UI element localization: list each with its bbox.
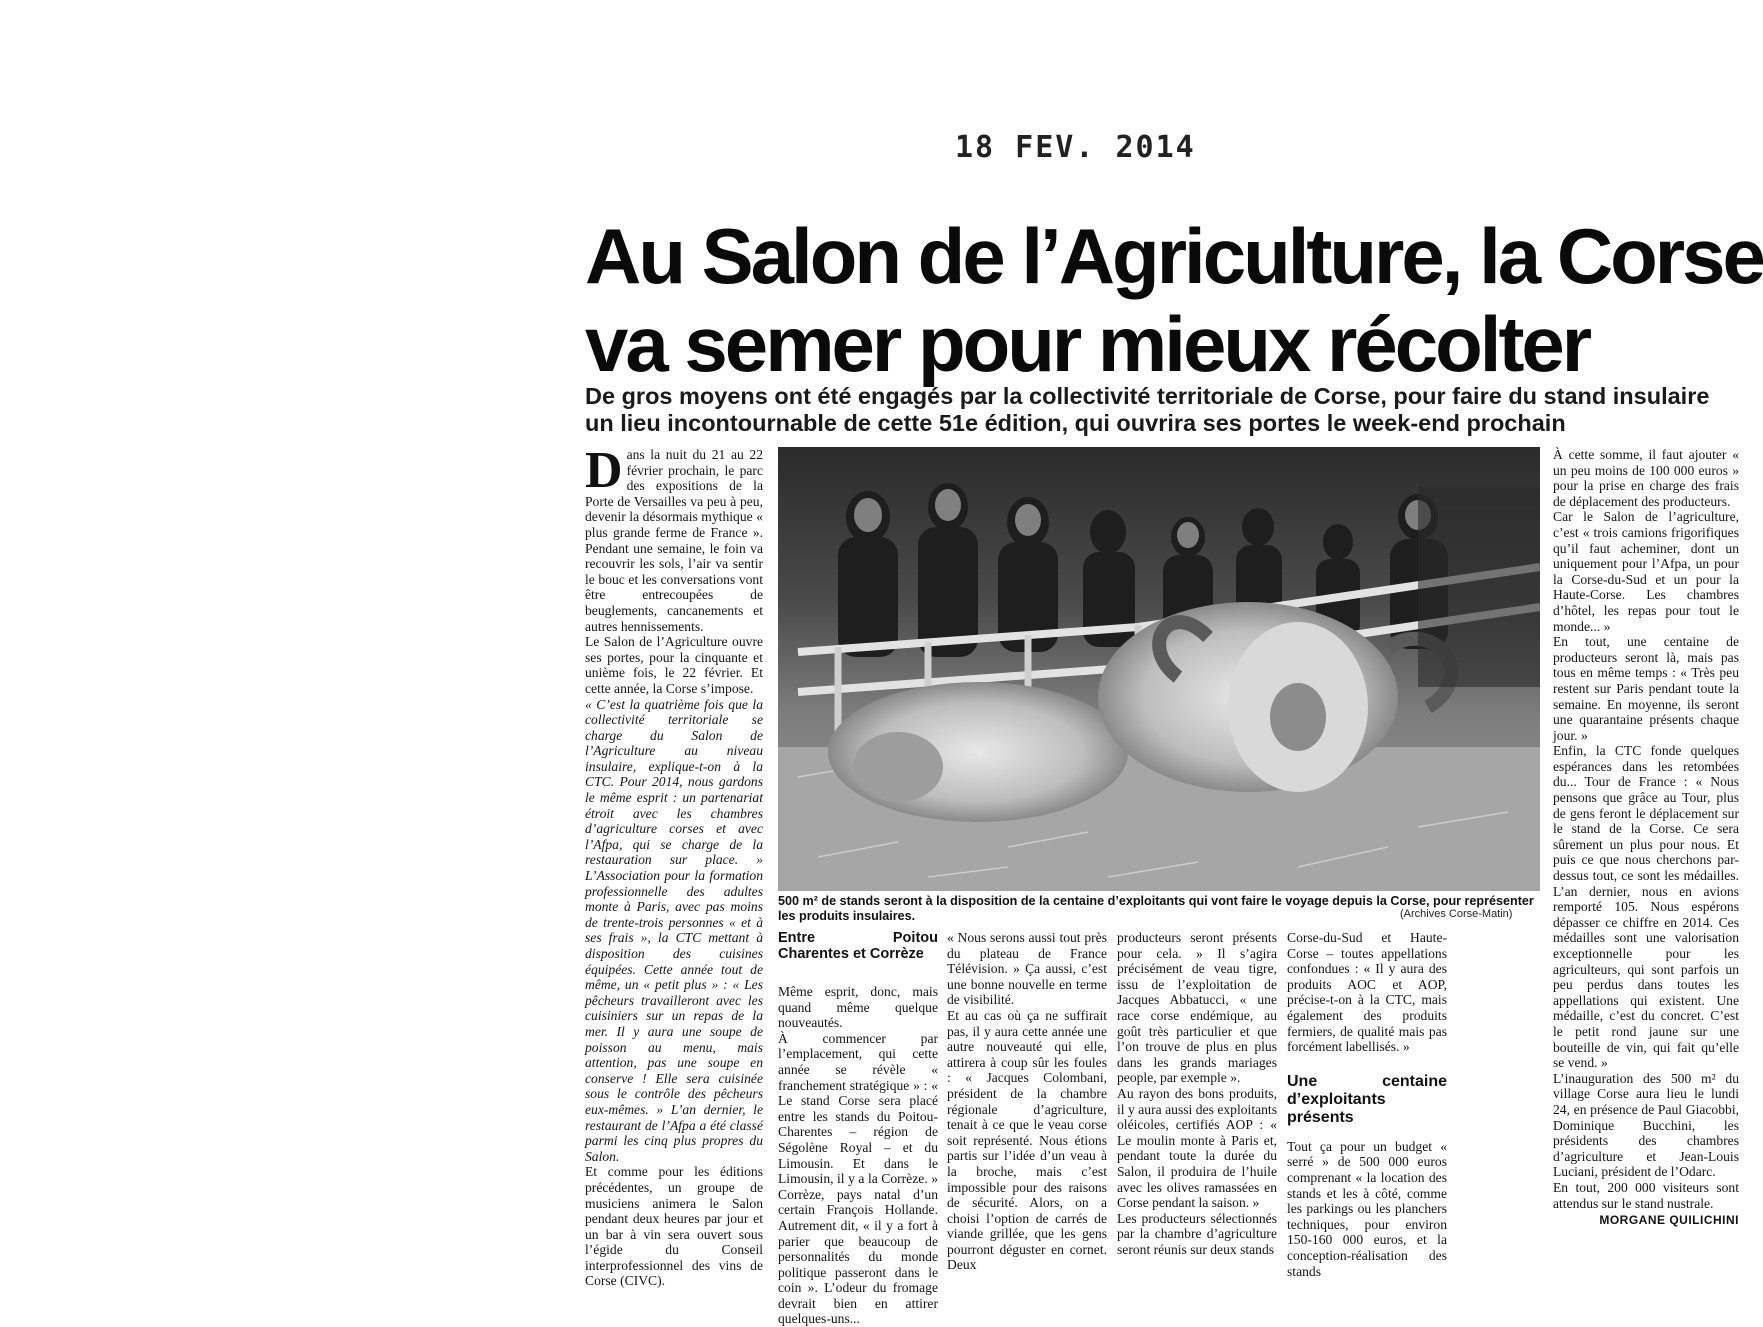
paragraph: Et au cas où ça ne suffirait pas, il y aura cette année une autre nouveauté qui elle, attirera à coup sûr les foules : « Jacques Colombani, président de la chambre régionale d’agriculture, tenait à ce que le veau corse soit représenté. Nous étions partis sur l’idée d’un veau à la broche, mais c’est impossible pour des raisons de sécurité. Alors, on a choisi l’option de carrés de viande grillée, que les gens pourront déguster en cornet. Deux [947,1007,1107,1273]
paragraph: Les producteurs sélectionnés par la chambre d’agriculture seront réunis sur deux stands [1117,1210,1277,1257]
standfirst-line-2: un lieu incontournable de cette 51e édition, qui ouvrira ses portes le week-end prochain [585,410,1566,436]
paragraph: Corse-du-Sud et Haute-Corse – toutes appellations confondues : « Il y aura des produits AOC et AOP, précise-t-on à la CTC, mais également des produits fermiers, de qualité mais pas forcément labellisés. » [1287,930,1447,1055]
paragraph: En tout, une centaine de producteurs seront là, mais pas tous en même temps : « Très peu restent sur Paris pendant toute la semaine. En moyenne, ils seront une quarantaine présents chaque jour. » [1553,634,1739,743]
article-column-1 [585,442,763,1289]
article-column-2 [778,930,938,1327]
headline-line-1: Au Salon de l’Agriculture, la Corse [585,212,1763,300]
subhead: Une centaine d’exploitants présents [1287,1072,1447,1126]
headline [585,212,1763,388]
paragraph: À cette somme, il faut ajouter « un peu moins de 100 000 euros » pour la prise en charge des frais de déplacement des producteurs. [1553,447,1739,509]
paragraph: « C’est la quatrième fois que la collectivité territoriale se charge du Salon de l’Agriculture au niveau insulaire, explique-t-on à la CTC. Pour 2014, nous gardons le même esprit : un partenariat étroit avec les chambres d’agriculture corses et avec l’Afpa, qui se charge de la restauration sur place. » L’Association pour la formation professionnelle des adultes monte à Paris, avec pas moins de trente-trois personnes « et à ses frais », la CTC mettant à disposition des cuisines équipées. Cette année tout de même, un « petit plus » : « Les pêcheurs travailleront avec les cuisiniers sur un repas de la mer. Il y aura une soupe de poisson au menu, mais attention, pas une soupe en conserve ! Elle sera cuisinée sous le contrôle des pêcheurs eux-mêmes. » L’an dernier, le restaurant de l’Afpa a été classé parmi les cinq plus propres du Salon. [585,696,763,1164]
paragraph: Au rayon des bons produits, il y aura aussi des exploitants oléicoles, certifiés AOP : « Le moulin monte à Paris et, pendant toute la durée du Salon, il produira de l’huile avec les olives ramassées en Corse pendant la saison. » [1117,1085,1277,1211]
paragraph: Et comme pour les éditions précédentes, un groupe de musiciens animera le Salon pendant deux heures par jour et un bar à vin sera ouvert sous l’égide du Conseil interprofessionnel des vins de Corse (CIVC). [585,1164,763,1289]
sheep-at-fair-photo [778,447,1540,891]
drop-cap: D [585,442,623,499]
paragraph: producteurs seront présents pour cela. » Il s’agira précisément de veau tigre, issu de l’exploitation de Jacques Abbatucci, « une race corse endémique, au goût très particulier et que l’on trouve de plus en plus dans les grands mariages people, par exemple ». [1117,930,1277,1086]
paragraph: ans la nuit du 21 au 22 février prochain, le parc des expositions de la Porte de Versailles va peu à peu, devenir la désormais mythique « plus grande ferme de France ». Pendant une semaine, le foin va recouvrir les sols, l’air va sentir le bouc et les conversations vont être entrecoupées de beuglements, cancanements et autres hennissements. [585,447,763,634]
paragraph: À commencer par l’emplacement, qui cette année se révèle « franchement stratégique » : « Le stand Corse sera placé entre les stands du Poitou-Charentes – région de Ségolène Royal – et du Limousin. Et dans le Limousin, il y a la Corrèze. » Corrèze, pays natal d’un certain François Hollande. Autrement dit, « il y a fort à parier que beaucoup de personnalités du monde politique passeront dans le coin ». L’odeur du fromage devrait bien en attirer quelques-uns... [778,1030,938,1327]
paragraph: En tout, 200 000 visiteurs sont attendus sur le stand nustrale. [1553,1179,1739,1211]
article-column-6 [1553,447,1739,1247]
standfirst-line-1: De gros moyens ont été engagés par la collectivité territoriale de Corse, pour faire du stand insulaire [585,383,1710,409]
paragraph: Même esprit, donc, mais quand même quelque nouveautés. [778,984,938,1031]
subhead: Entre Poitou Charentes et Corrèze [778,930,938,962]
paragraph: L’inauguration des 500 m² du village Corse aura lieu le lundi 24, en présence de Paul Giacobbi, Dominique Bucchini, les présidents des chambres d’agriculture et Jean-Louis Luciani, président de l’Odarc. [1553,1070,1739,1180]
paragraph: « Nous serons aussi tout près du plateau de France Télévision. » Ça aussi, c’est une bonne nouvelle en terme de visibilité. [947,930,1107,1008]
article-photo [778,447,1540,891]
paragraph: Le Salon de l’Agriculture ouvre ses portes, pour la cinquante et unième fois, le 22 février. Et cette année, la Corse s’impose. [585,634,763,696]
author-signature: MORGANE QUILICHINI [1599,1213,1739,1228]
article-column-3 [947,930,1107,1273]
article-column-5 [1287,930,1447,1279]
paragraph: Car le Salon de l’agriculture, c’est « trois camions frigorifiques qu’il faut acheminer, dont un uniquement pour l’Afpa, un pour la Corse-du-Sud et un pour la Haute-Corse. Les chambres d’hôtel, les repas pour tout le monde... » [1553,509,1739,634]
standfirst [585,383,1745,437]
photo-credit: (Archives Corse-Matin) [1400,908,1513,920]
article-column-4 [1117,930,1277,1265]
paragraph: Tout ça pour un budget « serré » de 500 000 euros comprenant « la location des stands et les à côté, comme les parkings ou les planchers techniques, pour environ 150-160 000 euros, et la conception-réalisation des stands [1287,1138,1447,1279]
headline-line-2: va semer pour mieux récolter [585,300,1590,388]
paragraph: Enfin, la CTC fonde quelques espérances dans les retombées du... Tour de France : « Nous pensons que grâce au Tour, plus de gens feront le déplacement sur le stand de la Corse. Ce sera sûrement un plus pour nous. Et puis ce que nous cherchons par-dessus tout, ce sont les médailles. L’an dernier, nous en avions remporté 105. Nous espérons dépasser ce chiffre en 2014. Ces médailles sont une valorisation exceptionnelle pour les agriculteurs, qui sont parfois un peu perdus dans toutes les appellations qui existent. Une médaille, c’est du concret. C’est le petit rond jaune sur une bouteille de vin, qui fait qu’elle se vend. » [1553,743,1739,1071]
photo-caption: 500 m² de stands seront à la disposition de la centaine d’exploitants qui vont faire le voyage depuis la Corse, pour représenter les produits insulaires. [778,894,1534,923]
date-stamp: 18 FEV. 2014 [955,130,1196,165]
